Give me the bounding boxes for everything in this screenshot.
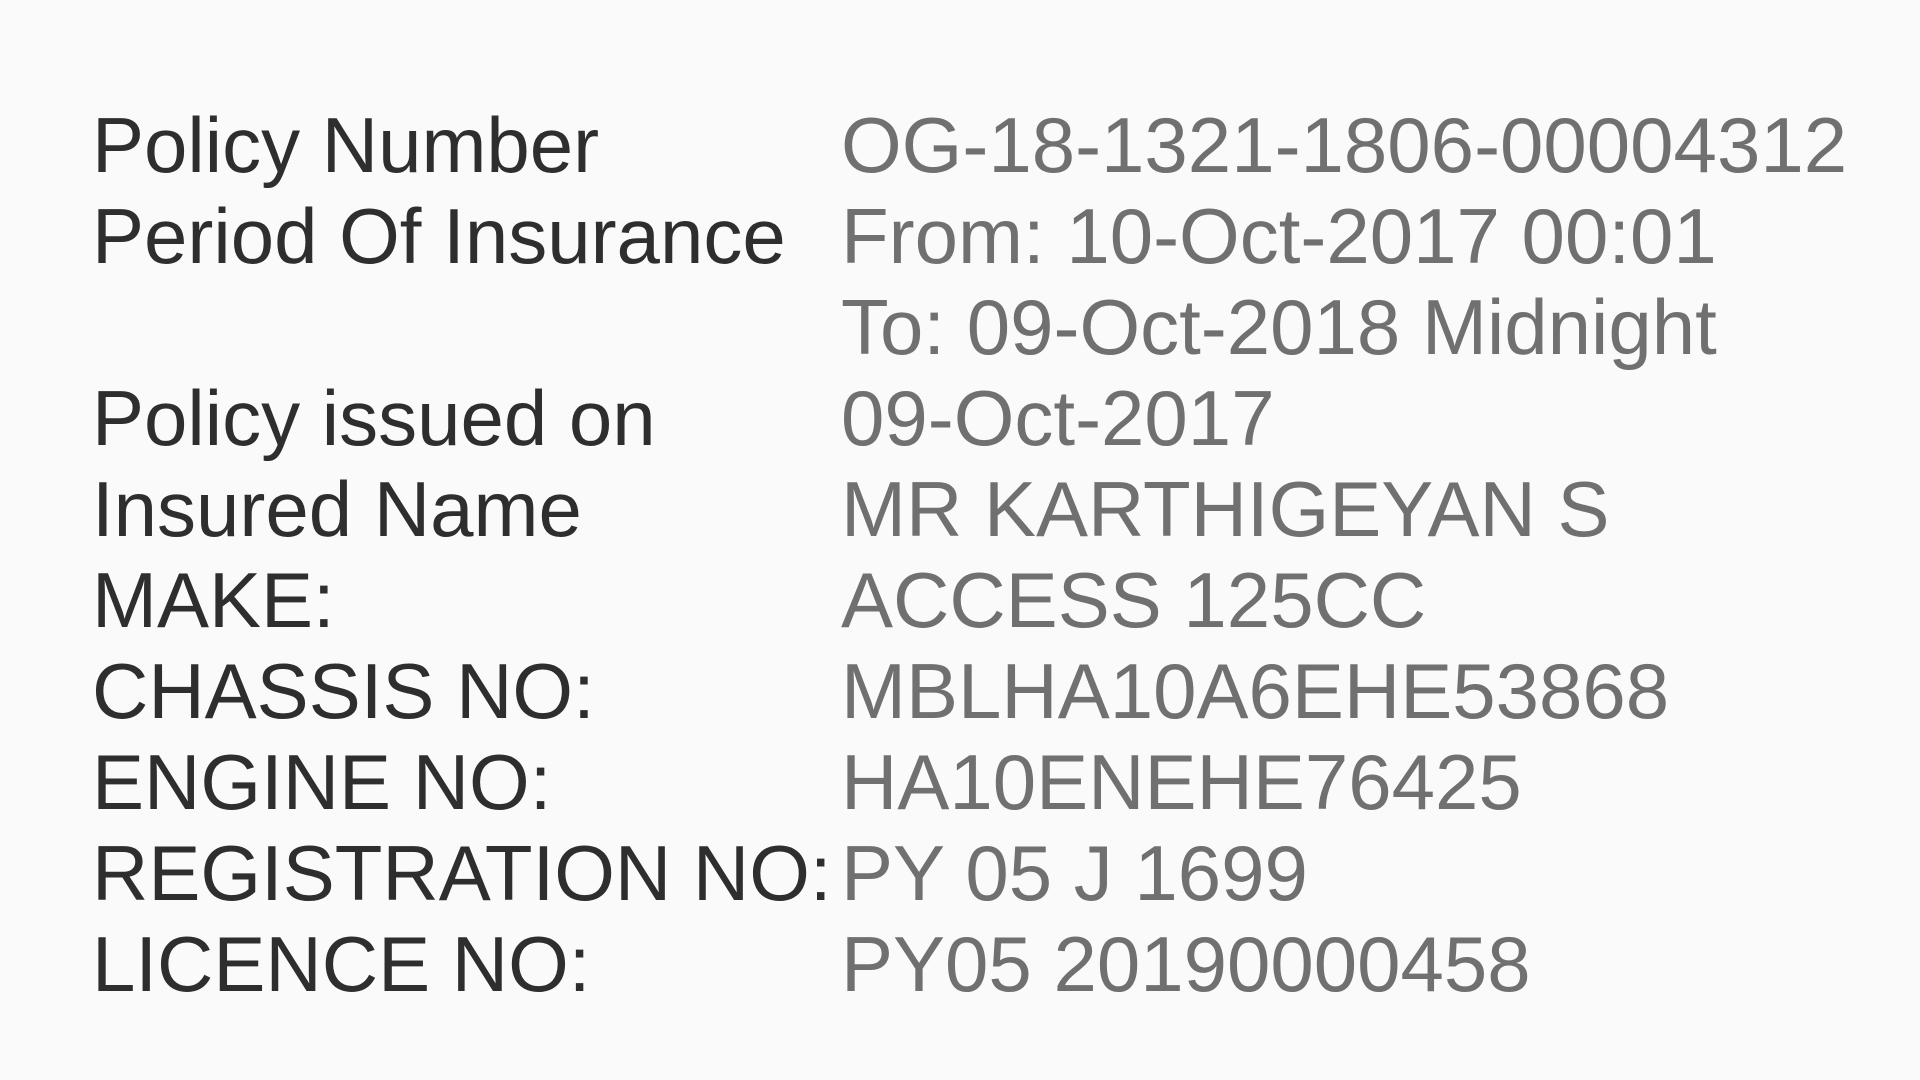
- insured-name-label: Insured Name: [92, 465, 582, 553]
- registration-no-label: REGISTRATION NO:: [92, 829, 832, 917]
- chassis-no-label: CHASSIS NO:: [92, 647, 595, 735]
- registration-no-value: PY 05 J 1699: [841, 829, 1308, 917]
- insured-name-value: MR KARTHIGEYAN S: [841, 465, 1610, 553]
- period-to-value: To: 09-Oct-2018 Midnight: [841, 283, 1717, 371]
- engine-no-value: HA10ENEHE76425: [841, 738, 1522, 826]
- make-label: MAKE:: [92, 556, 335, 644]
- engine-no-label: ENGINE NO:: [92, 738, 552, 826]
- policy-number-label: Policy Number: [92, 101, 600, 189]
- policy-issued-label: Policy issued on: [92, 374, 656, 462]
- period-of-insurance-value: [841, 191, 1920, 373]
- period-from-value: From: 10-Oct-2017 00:01: [841, 192, 1717, 280]
- make-value: ACCESS 125CC: [841, 556, 1427, 644]
- licence-no-label: LICENCE NO:: [92, 920, 591, 1008]
- policy-details-table: [92, 100, 1920, 1010]
- policy-issued-value: 09-Oct-2017: [841, 374, 1275, 462]
- period-spacer: [92, 282, 841, 373]
- chassis-no-value: MBLHA10A6EHE53868: [841, 647, 1670, 735]
- licence-no-value: PY05 20190000458: [841, 920, 1531, 1008]
- period-of-insurance-label: Period Of Insurance: [92, 192, 786, 280]
- policy-number-value: OG-18-1321-1806-00004312: [841, 101, 1848, 189]
